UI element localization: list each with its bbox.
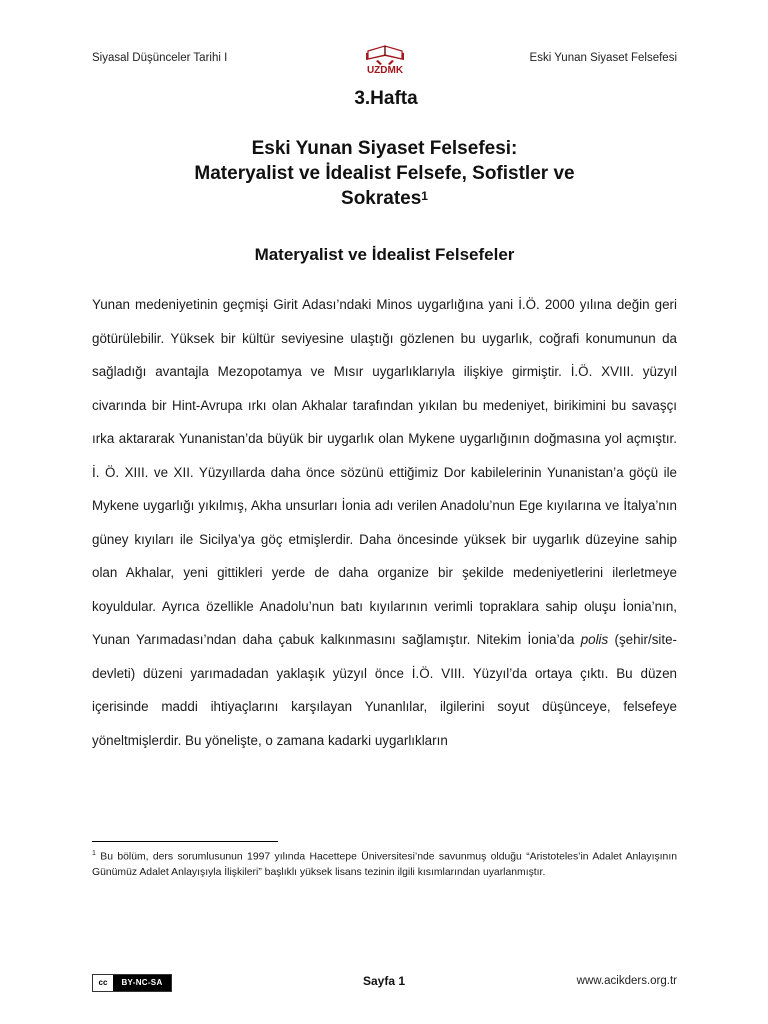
- header-topic-title: Eski Yunan Siyaset Felsefesi: [529, 52, 677, 64]
- logo-text: UZDMK: [366, 65, 404, 76]
- license-label: BY-NC-SA: [113, 975, 171, 991]
- body-paragraph: Yunan medeniyetinin geçmişi Girit Adası’ndaki Minos uygarlığına yani İ.Ö. 2000 yılına değin geri götürülebilir. Yüksek bir kültür seviyesine ulaştığı gözlenen bu uygarlık, coğrafi konumunun da sağladığı avantajla Mezopotamya ve Mısır uygarlıklarıyla ilişkiye girmiştir. İ.Ö. XVIII. yüzyıl civarında bir Hint-Avrupa ırkı olan Akhalar tarafından yıkılan bu medeniyet, birikimini bu savaşçı ırka aktararak Yunanistan’da büyük bir uygarlık olan Mykene uygarlığının doğmasına yol açmıştır. İ. Ö. XIII. ve XII. Yüzyıllarda daha önce sözünü ettiğimiz Dor kabilelerinin Yunanistan’a göçü ile Mykene uygarlığı yıkılmış, Akha unsurları İonia adı verilen Anadolu’nun Ege kıyılarına ve İtalya’nın güney kıyıları ile Sicilya’ya göç etmişlerdir. Daha öncesinde yüksek bir uygarlık düzeyine sahip olan Akhalar, yeni gittikleri yerde de daha organize bir şekilde medeniyetlerini ilerletmeye koyuldular. Ayrıca özellikle Anadolu’nun batı kıyılarının verimli topraklara sahip oluşu İonia’nın, Yunan Yarımadası’ndan daha çabuk kalkınmasını sağlamıştır. Nitekim İonia’da polis (şehir/site-devleti) düzeni yarımadadan yaklaşık yüzyıl önce İ.Ö. VIII. Yüzyıl’da ortaya çıktı. Bu düzen içerisinde maddi ihtiyaçlarını karşılayan Yunanlılar, ilgilerini soyut düşünceye, felsefeye yöneltmişlerdir. Bu yönelişte, o zamana kadarki uygarlıkların: [92, 297, 677, 748]
- polis-term: polis: [580, 632, 609, 647]
- week-heading: 3.Hafta: [354, 88, 418, 109]
- title-line-2: Materyalist ve İdealist Felsefe, Sofistler ve: [194, 163, 575, 184]
- footer-website-link[interactable]: www.acikders.org.tr: [576, 975, 677, 987]
- section-heading: Materyalist ve İdealist Felsefeler: [254, 245, 515, 264]
- footnote-text: Bu bölüm, ders sorumlusunun 1997 yılında Hacettepe Üniversitesi’nde savunmuş olduğu “Aristoteles’in Adalet Anlayışının Günümüz Adalet Anlayışıyla İlişkileri” başlıklı yüksek lisans tezinin ilgili kısımlarından uyarlanmıştır.: [92, 851, 677, 879]
- page-number: Sayfa 1: [362, 974, 406, 988]
- title-line-1: Eski Yunan Siyaset Felsefesi:: [251, 138, 518, 159]
- footnote-marker: 1: [92, 850, 96, 857]
- footnote: [92, 846, 677, 881]
- cc-icon: cc: [93, 975, 113, 991]
- document-title: [92, 136, 677, 211]
- title-footnote-ref[interactable]: 1: [421, 189, 428, 203]
- book-icon: [366, 46, 404, 65]
- uzdmk-logo: [356, 40, 414, 76]
- title-line-3-text: Sokrates: [341, 188, 422, 209]
- footnote-divider: [92, 841, 278, 842]
- title-line-3: [92, 186, 677, 211]
- header-course-title: Siyasal Düşünceler Tarihi I: [92, 52, 228, 64]
